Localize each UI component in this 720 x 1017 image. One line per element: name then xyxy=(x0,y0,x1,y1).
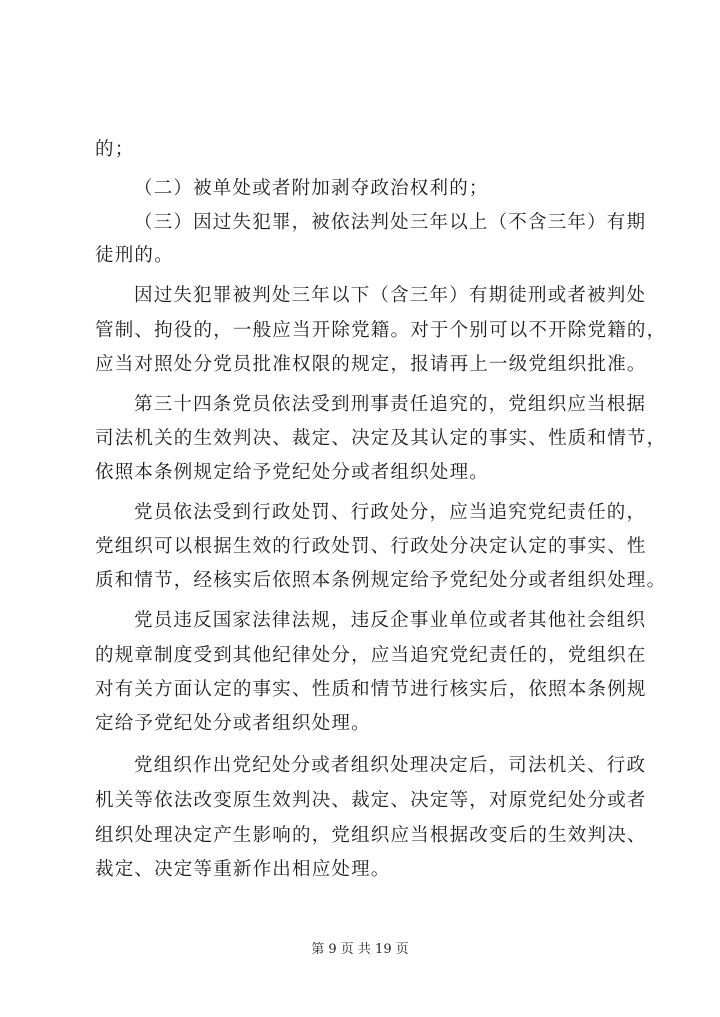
text-line: 第三十四条党员依法受到刑事责任追究的，党组织应当根据 xyxy=(134,394,647,415)
text-line: 组织处理决定产生影响的，党组织应当根据改变后的生效判决、 xyxy=(95,825,647,846)
text-line: 因过失犯罪被判处三年以下（含三年）有期徒刑或者被判处 xyxy=(134,285,647,306)
text-line: 徒刑的。 xyxy=(95,245,174,266)
text-line: （二）被单处或者附加剥夺政治权利的； xyxy=(134,178,489,199)
text-line: 党员依法受到行政处罚、行政处分，应当追究党纪责任的， xyxy=(134,502,647,523)
text-line: 应当对照处分党员批准权限的规定，报请再上一级党组织批准。 xyxy=(95,354,647,375)
page-number-footer: 第 9 页 共 19 页 xyxy=(311,942,409,957)
text-line: 对有关方面认定的事实、性质和情节进行核实后，依照本条例规 xyxy=(95,679,647,700)
text-line: 党组织作出党纪处分或者组织处理决定后，司法机关、行政 xyxy=(134,755,647,776)
text-line: 党员违反国家法律法规，违反企事业单位或者其他社会组织 xyxy=(134,610,647,631)
text-line: 机关等依法改变原生效判决、裁定、决定等，对原党纪处分或者 xyxy=(95,790,647,811)
text-line: 的； xyxy=(95,139,135,160)
text-line: （三）因过失犯罪，被依法判处三年以上（不含三年）有期 xyxy=(134,212,647,233)
text-line: 司法机关的生效判决、裁定、决定及其认定的事实、性质和情节， xyxy=(95,428,667,449)
text-line: 裁定、决定等重新作出相应处理。 xyxy=(95,859,391,880)
text-line: 党组织可以根据生效的行政处罚、行政处分决定认定的事实、性 xyxy=(95,536,647,557)
text-line: 定给予党纪处分或者组织处理。 xyxy=(95,713,371,734)
text-line: 管制、拘役的，一般应当开除党籍。对于个别可以不开除党籍的， xyxy=(95,320,667,341)
text-line: 依照本条例规定给予党纪处分或者组织处理。 xyxy=(95,462,490,483)
text-line: 的规章制度受到其他纪律处分，应当追究党纪责任的，党组织在 xyxy=(95,645,647,666)
text-line: 质和情节，经核实后依照本条例规定给予党纪处分或者组织处理。 xyxy=(95,570,667,591)
